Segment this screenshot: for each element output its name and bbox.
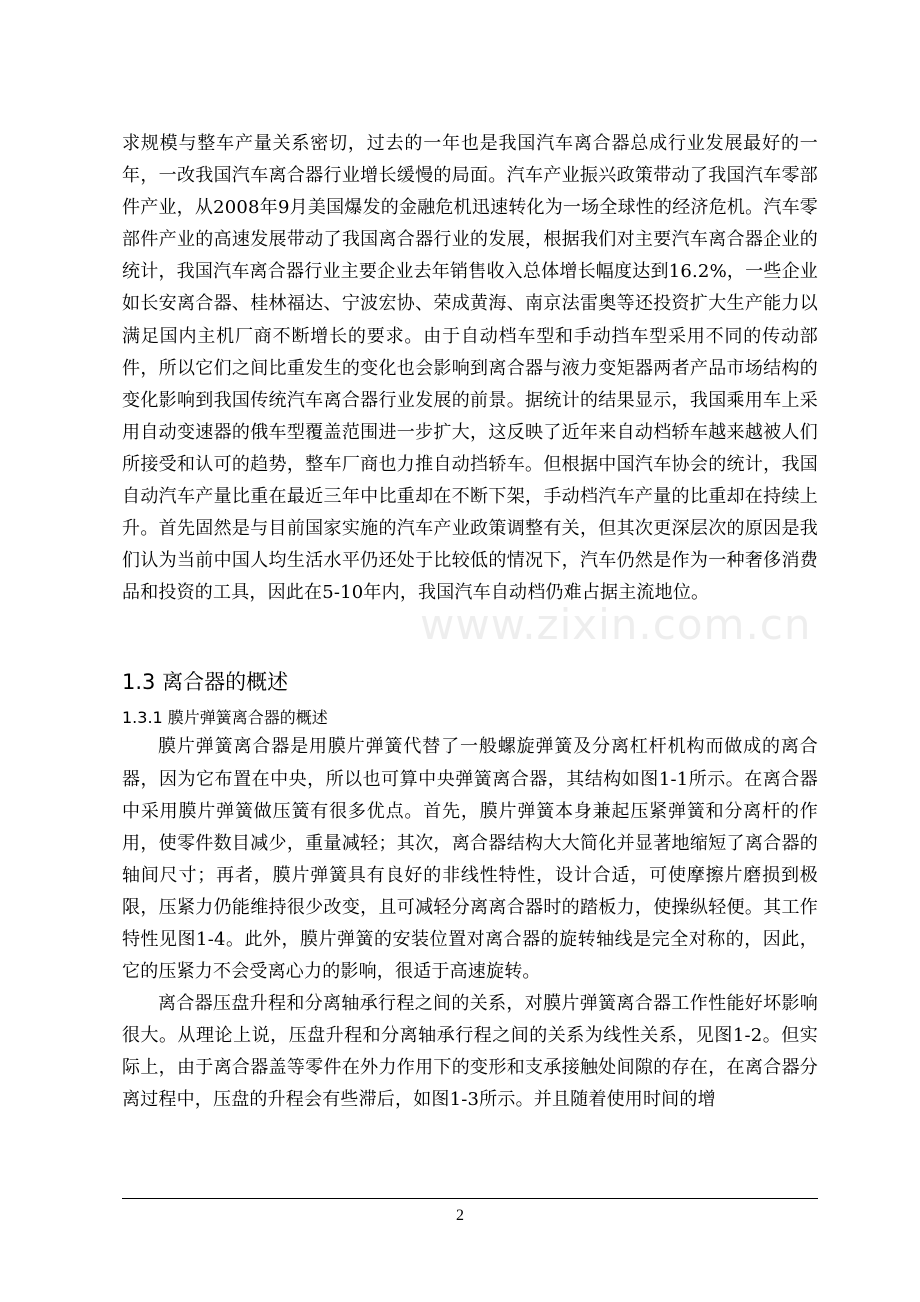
watermark: www.zixin.com.cn (420, 600, 812, 649)
footer-rule (122, 1198, 818, 1199)
body-paragraph-2: 膜片弹簧离合器是用膜片弹簧代替了一般螺旋弹簧及分离杠杆机构而做成的离合器，因为它布置在中央，所以也可算中央弹簧离合器，其结构如图1-1所示。在离合器中采用膜片弹簧做压簧有很多优点。首先，膜片弹簧本身兼起压紧弹簧和分离杆的作用，使零件数目减少，重量减轻；其次，离合器结构大大简化并显著地缩短了离合器的轴间尺寸；再者，膜片弹簧具有良好的非线性特性，设计合适，可使摩擦片磨损到极限，压紧力仍能维持很少改变，且可减轻分离离合器时的踏板力，使操纵轻便。其工作特性见图1-4。此外，膜片弹簧的安装位置对离合器的旋转轴线是完全对称的，因此，它的压紧力不会受离心力的影响，很适于高速旋转。 (122, 736, 818, 983)
spacer (122, 609, 818, 667)
body-paragraph-3: 离合器压盘升程和分离轴承行程之间的关系，对膜片弹簧离合器工作性能好坏影响很大。从理论上说，压盘升程和分离轴承行程之间的关系为线性关系，见图1-2。但实际上，由于离合器盖等零件在外力作用下的变形和支承接触处间隙的存在，在离合器分离过程中，压盘的升程会有些滞后，如图1-3所示。并且随着使用时间的增 (122, 993, 818, 1111)
subsection-heading: 1.3.1 膜片弹簧离合器的概述 (122, 708, 328, 728)
page-content (122, 128, 818, 1117)
body-paragraph-1: 求规模与整车产量关系密切，过去的一年也是我国汽车离合器总成行业发展最好的一年，一改我国汽车离合器行业增长缓慢的局面。汽车产业振兴政策带动了我国汽车零部件产业，从2008年9月美国爆发的金融危机迅速转化为一场全球性的经济危机。汽车零部件产业的高速发展带动了我国离合器行业的发展，根据我们对主要汽车离合器企业的统计，我国汽车离合器行业主要企业去年销售收入总体增长幅度达到16.2%，一些企业如长安离合器、桂林福达、宁波宏协、荣成黄海、南京法雷奥等还投资扩大生产能力以满足国内主机厂商不断增长的要求。由于自动档车型和手动挡车型采用不同的传动部件，所以它们之间比重发生的变化也会影响到离合器与液力变矩器两者产品市场结构的变化影响到我国传统汽车离合器行业发展的前景。据统计的结果显示，我国乘用车上采用自动变速器的俄车型覆盖范围进一步扩大，这反映了近年来自动档轿车越来越被人们所接受和认可的趋势，整车厂商也力推自动挡轿车。但根据中国汽车协会的统计，我国自动汽车产量比重在最近三年中比重却在不断下架，手动档汽车产量的比重却在持续上升。首先固然是与目前国家实施的汽车产业政策调整有关，但其次更深层次的原因是我们认为当前中国人均生活水平仍还处于比较低的情况下，汽车仍然是作为一种奢侈消费品和投资的工具，因此在5-10年内，我国汽车自动档仍难占据主流地位。 (122, 133, 818, 604)
section-heading: 1.3 离合器的概述 (122, 670, 289, 695)
page-number: 2 (456, 1207, 464, 1224)
spacer (122, 697, 818, 705)
